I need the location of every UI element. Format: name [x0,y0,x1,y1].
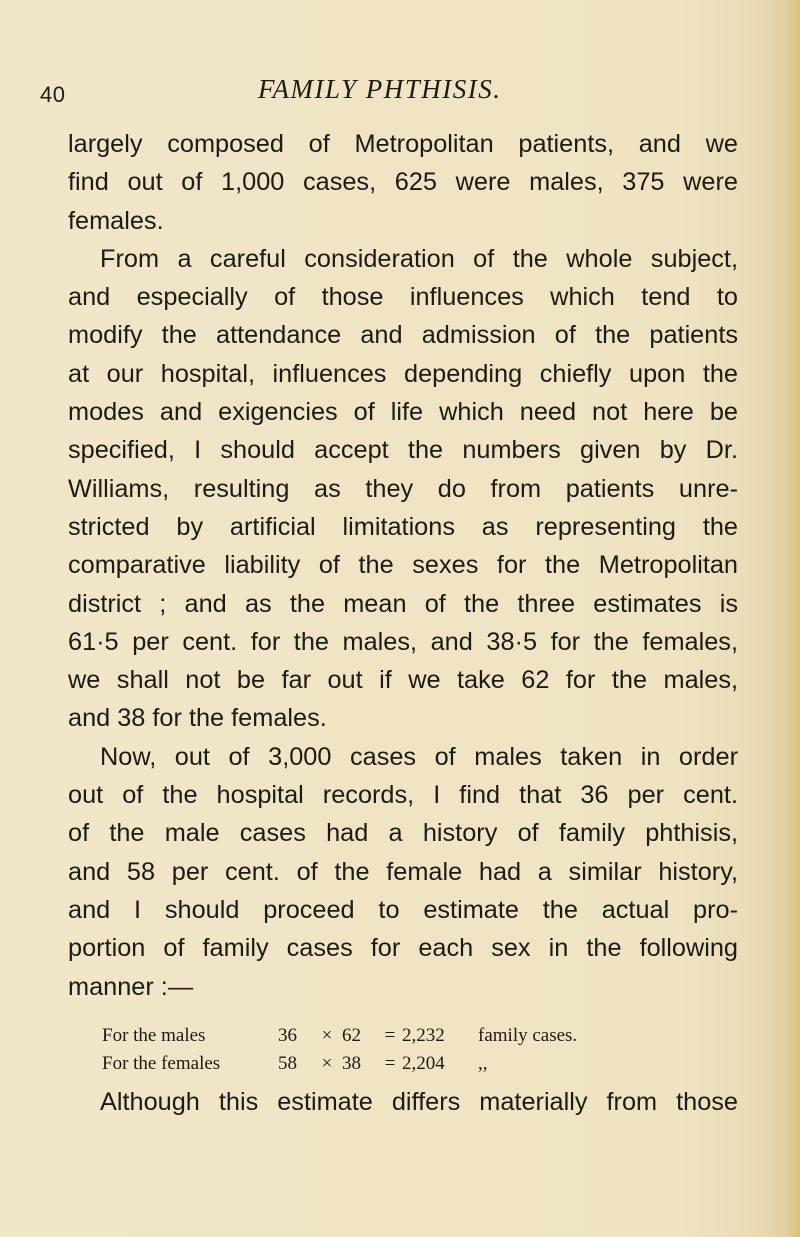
row-description: family cases. [478,1025,578,1046]
row-label: For the males [102,1025,206,1046]
equals-sign: = [384,1025,396,1046]
page-edge-shading [786,0,800,1237]
text-line: comparative liability of the sexes for the Metropolitan [68,551,738,580]
text-line: From a careful consideration of the whole subject, [100,244,738,273]
multiply-sign: × [321,1025,333,1046]
row-label: For the females [102,1053,221,1074]
text-line: manner :— [68,972,194,1001]
row-factor-a: 36 [278,1025,297,1046]
equals-sign: = [384,1053,396,1074]
text-line: stricted by artificial limitations as representing the [68,512,738,541]
text-line: modes and exigencies of life which need not here be [68,398,738,427]
row-description: ,, [478,1053,488,1074]
text-line: and especially of those influences which tend to [68,283,738,312]
text-line: Although this estimate differs materially from those [100,1088,738,1116]
text-line: and 58 per cent. of the female had a similar history, [68,857,738,886]
row-factor-b: 62 [342,1025,361,1046]
table-row [102,1022,577,1050]
table-row [102,1050,577,1078]
calculation-table [102,1022,577,1078]
text-line: modify the attendance and admission of the patients [68,321,738,350]
text-line: and 38 for the females. [68,704,327,733]
text-line: district ; and as the mean of the three estimates is [68,589,738,618]
text-line: at our hospital, influences depending chiefly upon the [68,359,738,388]
body-text [68,125,738,1006]
text-line: find out of 1,000 cases, 625 were males, 375 were [68,168,738,197]
text-line: we shall not be far out if we take 62 for the males, [68,666,738,695]
text-line: and I should proceed to estimate the actual pro- [68,895,738,924]
text-line: specified, I should accept the numbers given by Dr. [68,436,738,465]
running-title: FAMILY PHTHISIS. [258,74,502,104]
text-line: females. [68,206,164,235]
row-result: 2,204 [402,1053,445,1074]
row-factor-b: 38 [342,1053,361,1074]
text-line: of the male cases had a history of family phthisis, [68,819,738,848]
page-number: 40 [40,82,66,107]
multiply-sign: × [321,1053,333,1074]
row-factor-a: 58 [278,1053,297,1074]
text-line: portion of family cases for each sex in the following [68,934,738,963]
text-line: 61·5 per cent. for the males, and 38·5 for the females, [68,627,738,656]
text-line: largely composed of Metropolitan patients, and we [68,130,738,158]
text-line: Now, out of 3,000 cases of males taken in order [100,742,738,771]
page-header [0,68,800,108]
text-line: Williams, resulting as they do from patients unre- [68,474,738,503]
text-line: out of the hospital records, I find that 36 per cent. [68,781,738,810]
row-result: 2,232 [402,1025,445,1046]
